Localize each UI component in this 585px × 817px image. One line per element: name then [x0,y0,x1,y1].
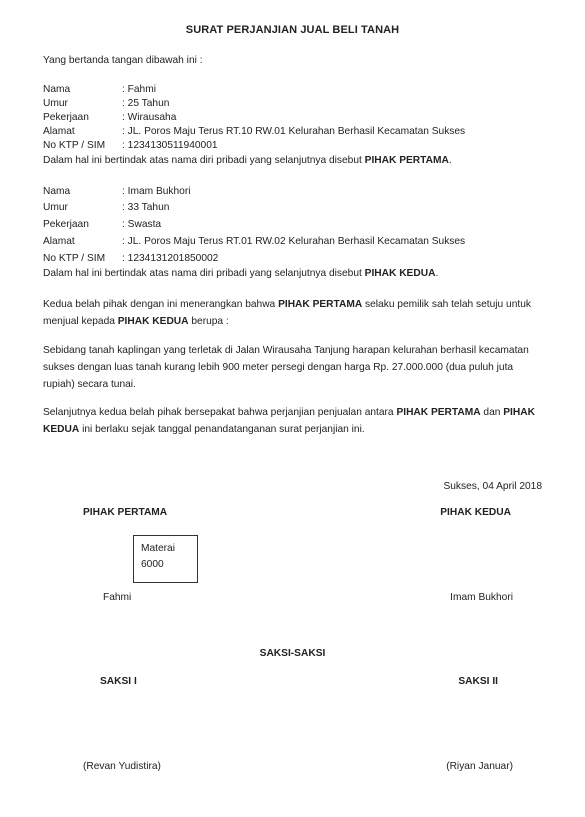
field-value: : 33 Tahun [122,202,170,213]
witness-1-heading: SAKSI I [100,676,137,687]
para-text: Kedua belah pihak dengan ini menerangkan bahwa [43,299,279,310]
first-party-signatory-name: Fahmi [103,592,132,603]
field-value: : Wirausaha [122,112,177,123]
party-two-ref: PIHAK KEDUA [43,407,535,435]
field-value: : 1234130511940001 [122,140,218,151]
second-party-signatory-name: Imam Bukhori [450,592,513,603]
field-label: Pekerjaan [43,112,89,123]
stamp-value: 6000 [141,559,164,570]
witnesses-heading: SAKSI-SAKSI [259,648,326,659]
party-one-ref: PIHAK PERTAMA [278,299,363,310]
field-value: : JL. Poros Maju Terus RT.01 RW.02 Kelurahan Berhasil Kecamatan Sukses [122,236,466,247]
witness-1-name: (Revan Yudistira) [83,761,161,772]
stamp-duty-box [133,535,198,583]
field-value: : JL. Poros Maju Terus RT.10 RW.01 Kelurahan Berhasil Kecamatan Sukses [122,126,466,137]
field-label: Alamat [43,236,75,247]
intro-text: Yang bertanda tangan dibawah ini : [43,55,203,66]
field-label: Pekerjaan [43,219,89,230]
second-party-statement [43,268,438,279]
statement-period: . [448,155,452,166]
statement-role: PIHAK PERTAMA [364,155,449,166]
statement-role: PIHAK KEDUA [364,268,436,279]
agreement-paragraph-3 [43,404,543,438]
para-text: ini berlaku sejak tanggal penandatanganan surat perjanjian ini. [79,424,365,435]
para-text: dan [480,407,504,418]
statement-text: Dalam hal ini bertindak atas nama diri pribadi yang selanjutnya disebut [43,155,365,166]
field-value: : Fahmi [122,84,156,95]
place-date: Sukses, 04 April 2018 [443,481,542,492]
second-party-heading: PIHAK KEDUA [440,507,511,518]
witness-2-name: (Riyan Januar) [446,761,513,772]
field-value: : Imam Bukhori [122,186,191,197]
witness-2-heading: SAKSI II [458,676,498,687]
statement-period: . [435,268,439,279]
field-label: No KTP / SIM [43,140,106,151]
party-two-ref: PIHAK KEDUA [117,316,189,327]
field-label: Nama [43,84,71,95]
agreement-paragraph-1 [43,296,543,330]
stamp-label: Materai [141,543,175,554]
party-one-ref: PIHAK PERTAMA [396,407,481,418]
para-text: Selanjutnya kedua belah pihak bersepakat bahwa perjanjian penjualan antara [43,407,397,418]
statement-text: Dalam hal ini bertindak atas nama diri pribadi yang selanjutnya disebut [43,268,365,279]
field-label: Nama [43,186,71,197]
document-title: SURAT PERJANJIAN JUAL BELI TANAH [185,24,400,36]
land-description-paragraph: Sebidang tanah kaplingan yang terletak di Jalan Wirausaha Tanjung harapan kelurahan berhasil kecamatan sukses dengan luas tanah kurang lebih 900 meter persegi dengan harga Rp. 27.000.000 (dua puluh juta rupiah) secara tunai. [43,345,529,390]
field-label: Umur [43,202,68,213]
first-party-heading: PIHAK PERTAMA [83,507,168,518]
field-value: : 1234131201850002 [122,253,219,264]
first-party-statement [43,155,452,166]
para-text: berupa : [188,316,229,327]
field-label: Umur [43,98,68,109]
field-label: Alamat [43,126,75,137]
field-value: : 25 Tahun [122,98,170,109]
field-label: No KTP / SIM [43,253,106,264]
para-text: selaku pemilik sah telah setuju untuk menjual kepada [43,299,531,327]
field-value: : Swasta [122,219,162,230]
